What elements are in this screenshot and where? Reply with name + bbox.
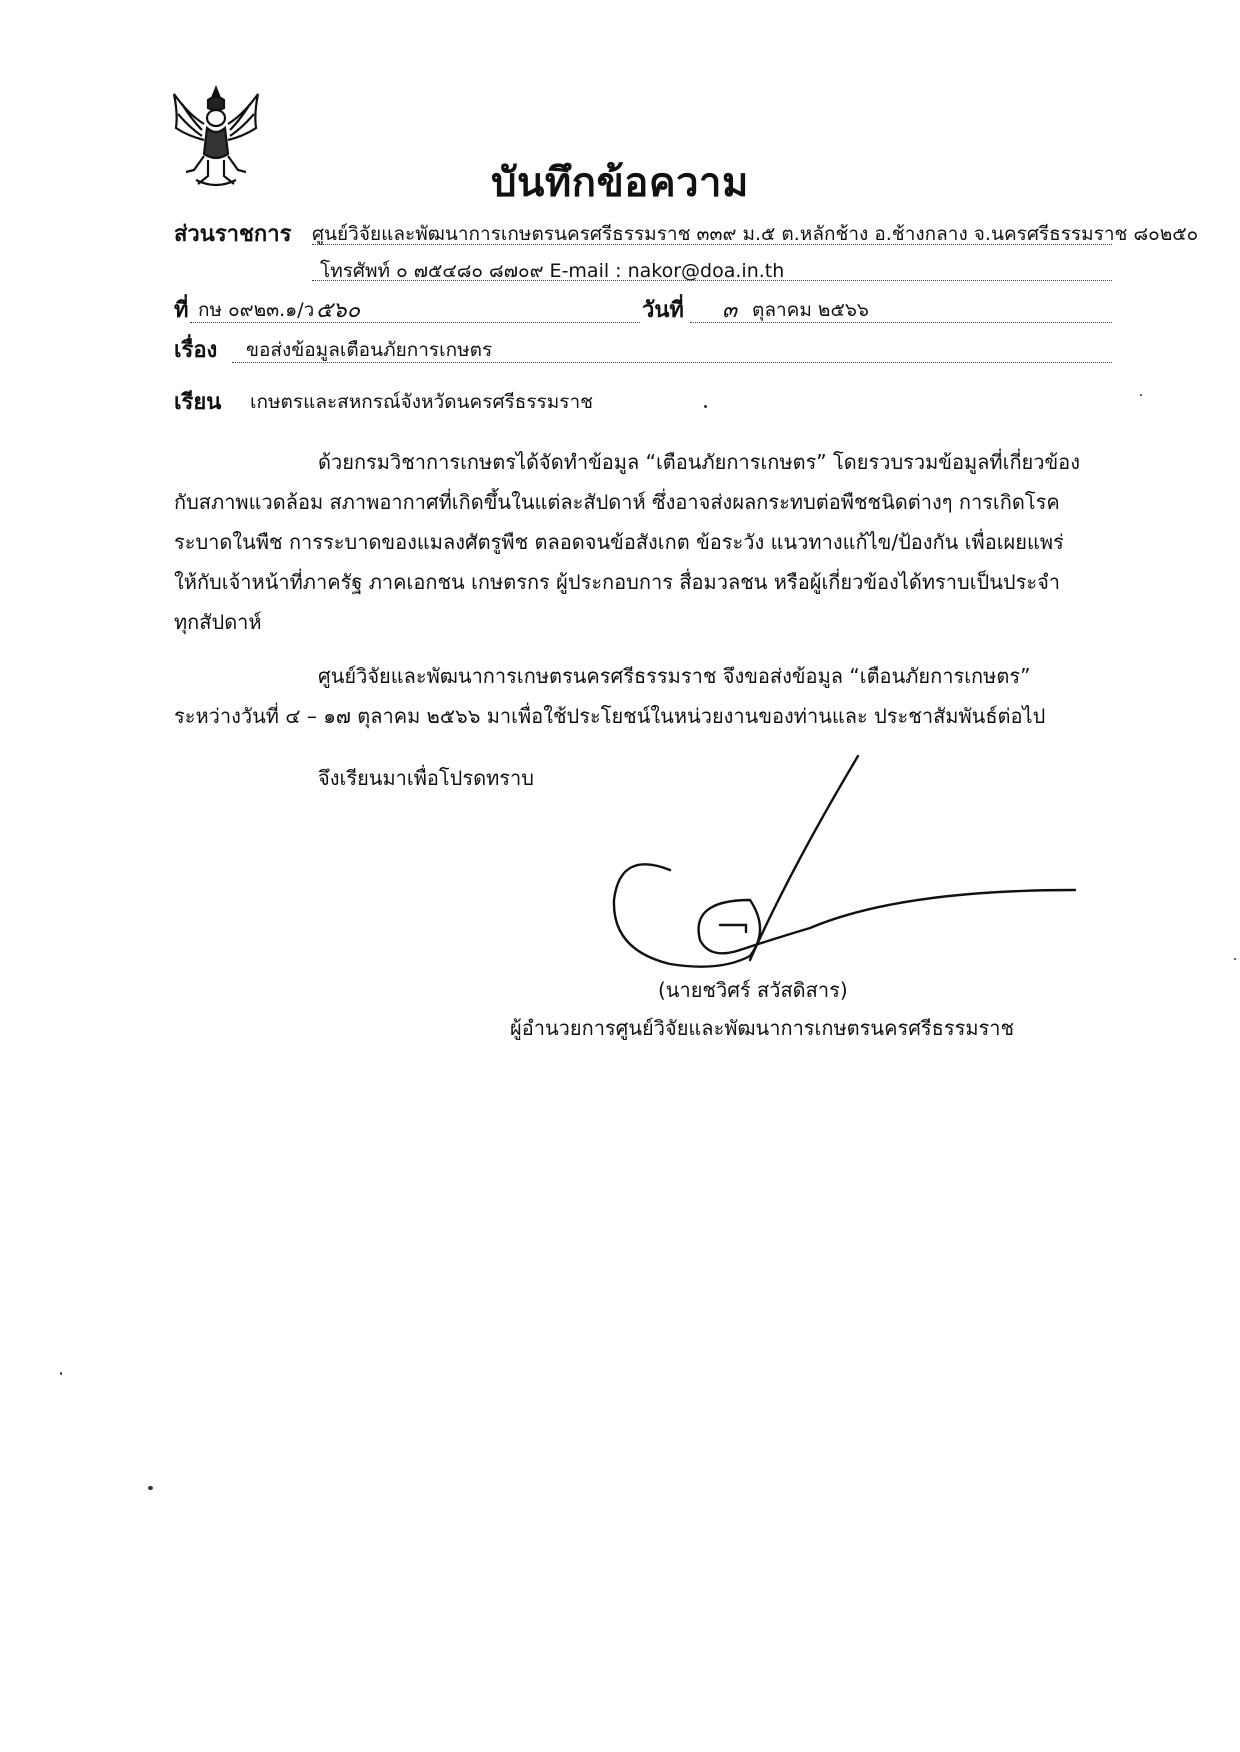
agency-dotted-line-2 xyxy=(312,280,1112,281)
to-label: เรียน xyxy=(174,390,222,415)
subject-dotted-line xyxy=(232,362,1112,363)
paragraph-1-line-5: ทุกสัปดาห์ xyxy=(174,610,262,634)
ref-number: กษ ๐๙๒๓.๑/ว xyxy=(198,299,315,321)
scan-speck xyxy=(704,405,707,408)
date-label: วันที่ xyxy=(642,298,684,323)
agency-dotted-line-1 xyxy=(312,244,1112,245)
handwritten-signature-icon xyxy=(600,750,1080,980)
ref-label: ที่ xyxy=(174,298,189,323)
ref-dotted-line xyxy=(190,322,640,323)
signatory-name: (นายชวิศร์ สวัสดิสาร) xyxy=(658,978,848,1002)
subject-value: ขอส่งข้อมูลเตือนภัยการเกษตร xyxy=(246,339,493,361)
scan-speck xyxy=(1140,394,1142,396)
to-value: เกษตรและสหกรณ์จังหวัดนครศรีธรรมราช xyxy=(250,391,594,413)
signatory-position: ผู้อำนวยการศูนย์วิจัยและพัฒนาการเกษตรนครศรีธรรมราช xyxy=(510,1016,1015,1040)
paragraph-2-line-2: ระหว่างวันที่ ๔ – ๑๗ ตุลาคม ๒๕๖๖ มาเพื่อใช้ประโยชน์ในหน่วยงานของท่านและ ประชาสัมพันธ์ต่อไป xyxy=(174,704,1046,728)
scan-speck xyxy=(148,1486,153,1490)
memo-title: บันทึกข้อความ xyxy=(491,160,749,206)
date-dotted-line xyxy=(690,322,1112,323)
paragraph-1-line-3: ระบาดในพืช การระบาดของแมลงศัตรูพืช ตลอดจนข้อสังเกต ข้อระวัง แนวทางแก้ไข/ป้องกัน เพื่อเผยแพร่ xyxy=(174,530,1064,554)
subject-label: เรื่อง xyxy=(174,338,218,363)
ref-handwritten-number: ๕๖๐ xyxy=(316,298,361,323)
paragraph-2-line-1: ศูนย์วิจัยและพัฒนาการเกษตรนครศรีธรรมราช จึงขอส่งข้อมูล “เตือนภัยการเกษตร” xyxy=(318,664,1031,688)
closing-line: จึงเรียนมาเพื่อโปรดทราบ xyxy=(318,766,534,790)
paragraph-1-line-4: ให้กับเจ้าหน้าที่ภาครัฐ ภาคเอกชน เกษตรกร ผู้ประกอบการ สื่อมวลชน หรือผู้เกี่ยวข้องได้ทราบเป็นประจำ xyxy=(174,570,1061,594)
agency-label: ส่วนราชการ xyxy=(174,222,292,247)
agency-line-2: โทรศัพท์ ๐ ๗๕๔๘๐ ๘๗๐๙ E-mail : nakor@doa.in.th xyxy=(320,260,785,282)
date-day-handwritten: ๓ xyxy=(722,298,738,323)
scan-speck xyxy=(60,1372,62,1375)
date-month-year: ตุลาคม ๒๕๖๖ xyxy=(752,299,869,321)
scan-speck xyxy=(1234,958,1236,960)
agency-line-1: ศูนย์วิจัยและพัฒนาการเกษตรนครศรีธรรมราช ๓๓๙ ม.๕ ต.หลักช้าง อ.ช้างกลาง จ.นครศรีธรรมราช ๘๐๒๕๐ xyxy=(312,223,1199,245)
paragraph-1-line-1: ด้วยกรมวิชาการเกษตรได้จัดทำข้อมูล “เตือนภัยการเกษตร” โดยรวบรวมข้อมูลที่เกี่ยวข้อง xyxy=(318,450,1080,474)
paragraph-1-line-2: กับสภาพแวดล้อม สภาพอากาศที่เกิดขึ้นในแต่ละสัปดาห์ ซึ่งอาจส่งผลกระทบต่อพืชชนิดต่างๆ การเกิดโรค xyxy=(174,490,1060,514)
